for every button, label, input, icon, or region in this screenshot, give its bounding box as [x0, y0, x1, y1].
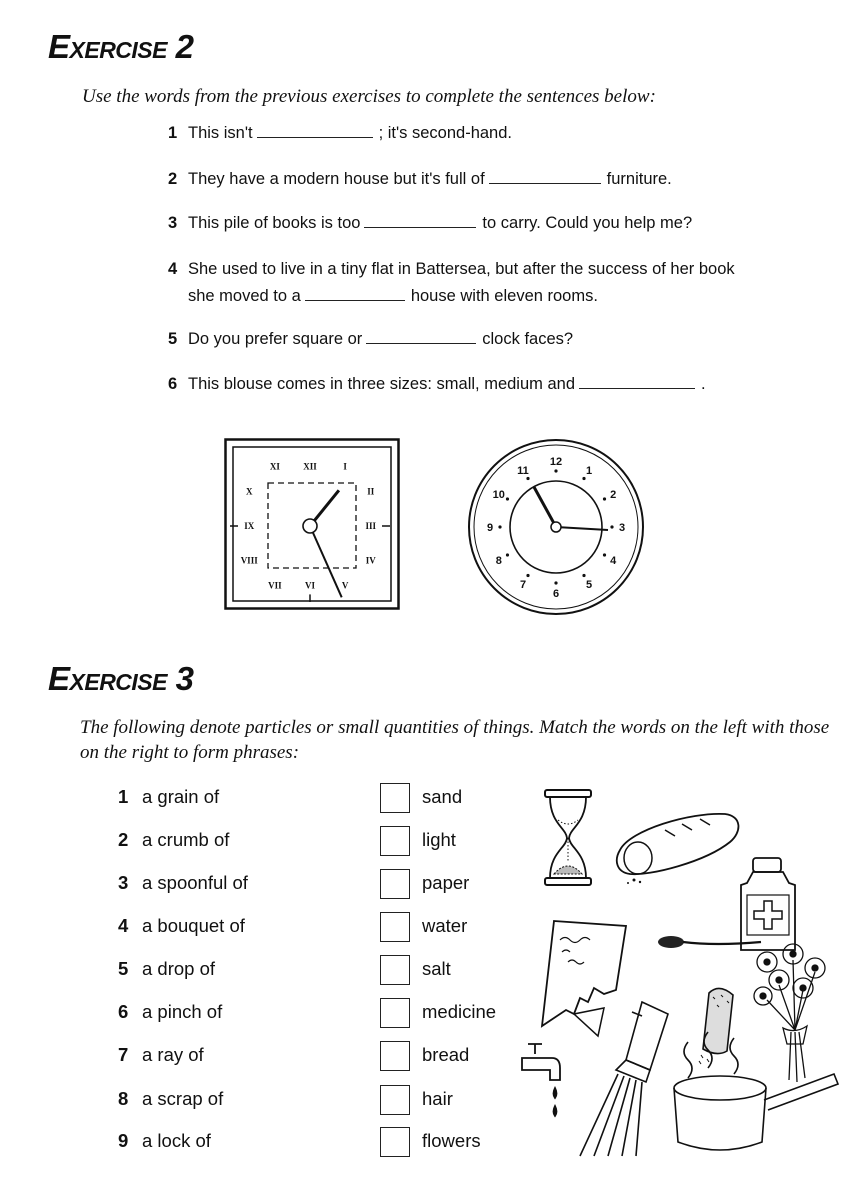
left-item: 4 a bouquet of	[118, 915, 245, 936]
answer-box[interactable]	[380, 1085, 410, 1115]
clock-numeral: 7	[519, 579, 527, 592]
clock-numeral: 3	[618, 522, 626, 534]
answer-blank[interactable]	[257, 123, 373, 138]
left-item: 6 a pinch of	[118, 1001, 223, 1022]
exercise-3-instruction: The following denote particles or small quantities of things. Match the words on the left with those on the right to form phrases:	[80, 717, 830, 763]
right-item: bread	[422, 1044, 470, 1065]
sentence-2: 2 They have a modern house but it's full of furniture.	[168, 166, 672, 193]
clock-dot	[506, 497, 509, 500]
answer-blank[interactable]	[364, 213, 476, 228]
sentence-number: 2	[168, 170, 178, 188]
clock-numeral: XI	[269, 461, 280, 472]
answer-box[interactable]	[380, 998, 410, 1028]
clock-numeral: VIII	[240, 555, 258, 566]
answer-box[interactable]	[380, 955, 410, 985]
sentence-5: 5 Do you prefer square or clock faces?	[168, 326, 573, 353]
exercise-2-instruction: Use the words from the previous exercises to complete the sentences below:	[82, 86, 656, 107]
clock-dot	[554, 581, 557, 584]
left-item: 2 a crumb of	[118, 829, 230, 850]
clock-numeral: V	[341, 580, 349, 591]
answer-box[interactable]	[380, 912, 410, 942]
clock-dot	[554, 469, 557, 472]
clock-numeral: 1	[585, 464, 593, 477]
clock-dot	[582, 574, 585, 577]
square-clock-illustration	[224, 438, 400, 610]
hourglass-icon	[540, 788, 596, 888]
exercise-2-heading: Exercise 2	[48, 28, 194, 65]
tap-icon	[518, 1040, 568, 1122]
clock-dot	[506, 553, 509, 556]
answer-blank[interactable]	[579, 374, 695, 389]
clock-numeral: VI	[304, 580, 316, 591]
saucepan-icon	[668, 1028, 843, 1156]
right-item: light	[422, 829, 456, 850]
clock-numeral: III	[365, 521, 377, 531]
right-item: water	[422, 915, 468, 936]
clock-numeral: XII	[303, 461, 317, 472]
clock-numeral: 12	[549, 456, 563, 468]
answer-box[interactable]	[380, 783, 410, 813]
left-item: 9 a lock of	[118, 1130, 211, 1151]
sentence-6: 6 This blouse comes in three sizes: small, medium and .	[168, 371, 706, 398]
clock-numeral: IV	[365, 555, 376, 566]
right-item: salt	[422, 958, 451, 979]
sentence-4: 4 She used to live in a tiny flat in Battersea, but after the success of her book she moved to a house with eleven rooms.	[168, 256, 735, 310]
sentence-number: 3	[168, 214, 178, 232]
sentence-number: 5	[168, 330, 178, 348]
answer-box[interactable]	[380, 826, 410, 856]
answer-blank[interactable]	[366, 329, 476, 344]
clock-numeral: 10	[492, 489, 505, 501]
clock-numeral: 9	[486, 522, 494, 534]
left-item: 3 a spoonful of	[118, 872, 248, 893]
left-item: 5 a drop of	[118, 958, 216, 979]
left-item: 8 a scrap of	[118, 1088, 224, 1109]
clock-dot	[610, 525, 613, 528]
sentence-number: 4	[168, 260, 178, 278]
clock-dot	[582, 477, 585, 480]
clock-numeral: 6	[552, 588, 560, 600]
clock-numeral: I	[343, 461, 347, 472]
clock-numeral: 11	[517, 464, 529, 477]
sentence-3: 3 This pile of books is too to carry. Could you help me?	[168, 210, 692, 237]
clock-dot	[498, 525, 501, 528]
left-item: 7 a ray of	[118, 1044, 204, 1065]
clock-dot	[526, 477, 529, 480]
clock-numeral: VII	[268, 580, 282, 591]
left-item: 1 a grain of	[118, 786, 220, 807]
clock-numeral: X	[245, 486, 253, 497]
clock-numeral: 4	[610, 555, 617, 567]
right-item: paper	[422, 872, 470, 893]
sentence-1: 1 This isn't ; it's second-hand.	[168, 120, 512, 147]
right-item: sand	[422, 786, 463, 807]
answer-box[interactable]	[380, 1127, 410, 1157]
clock-numeral: 2	[610, 489, 617, 501]
sentence-number: 6	[168, 375, 178, 393]
right-item: medicine	[422, 1001, 497, 1022]
sentence-number: 1	[168, 124, 178, 142]
answer-box[interactable]	[380, 869, 410, 899]
clock-numeral: 8	[495, 555, 502, 567]
round-clock-illustration	[466, 437, 646, 617]
clock-dot	[526, 574, 529, 577]
clock-dot	[603, 553, 606, 556]
answer-blank[interactable]	[489, 169, 601, 184]
right-item: hair	[422, 1088, 453, 1109]
clock-numeral: IX	[244, 521, 255, 531]
right-item: flowers	[422, 1130, 481, 1151]
clock-numeral: 5	[585, 579, 593, 592]
clock-numeral: II	[367, 486, 375, 497]
answer-blank[interactable]	[305, 286, 405, 301]
clock-dot	[603, 497, 606, 500]
answer-box[interactable]	[380, 1041, 410, 1071]
exercise-3-heading: Exercise 3	[48, 660, 194, 697]
bread-icon	[610, 810, 745, 885]
